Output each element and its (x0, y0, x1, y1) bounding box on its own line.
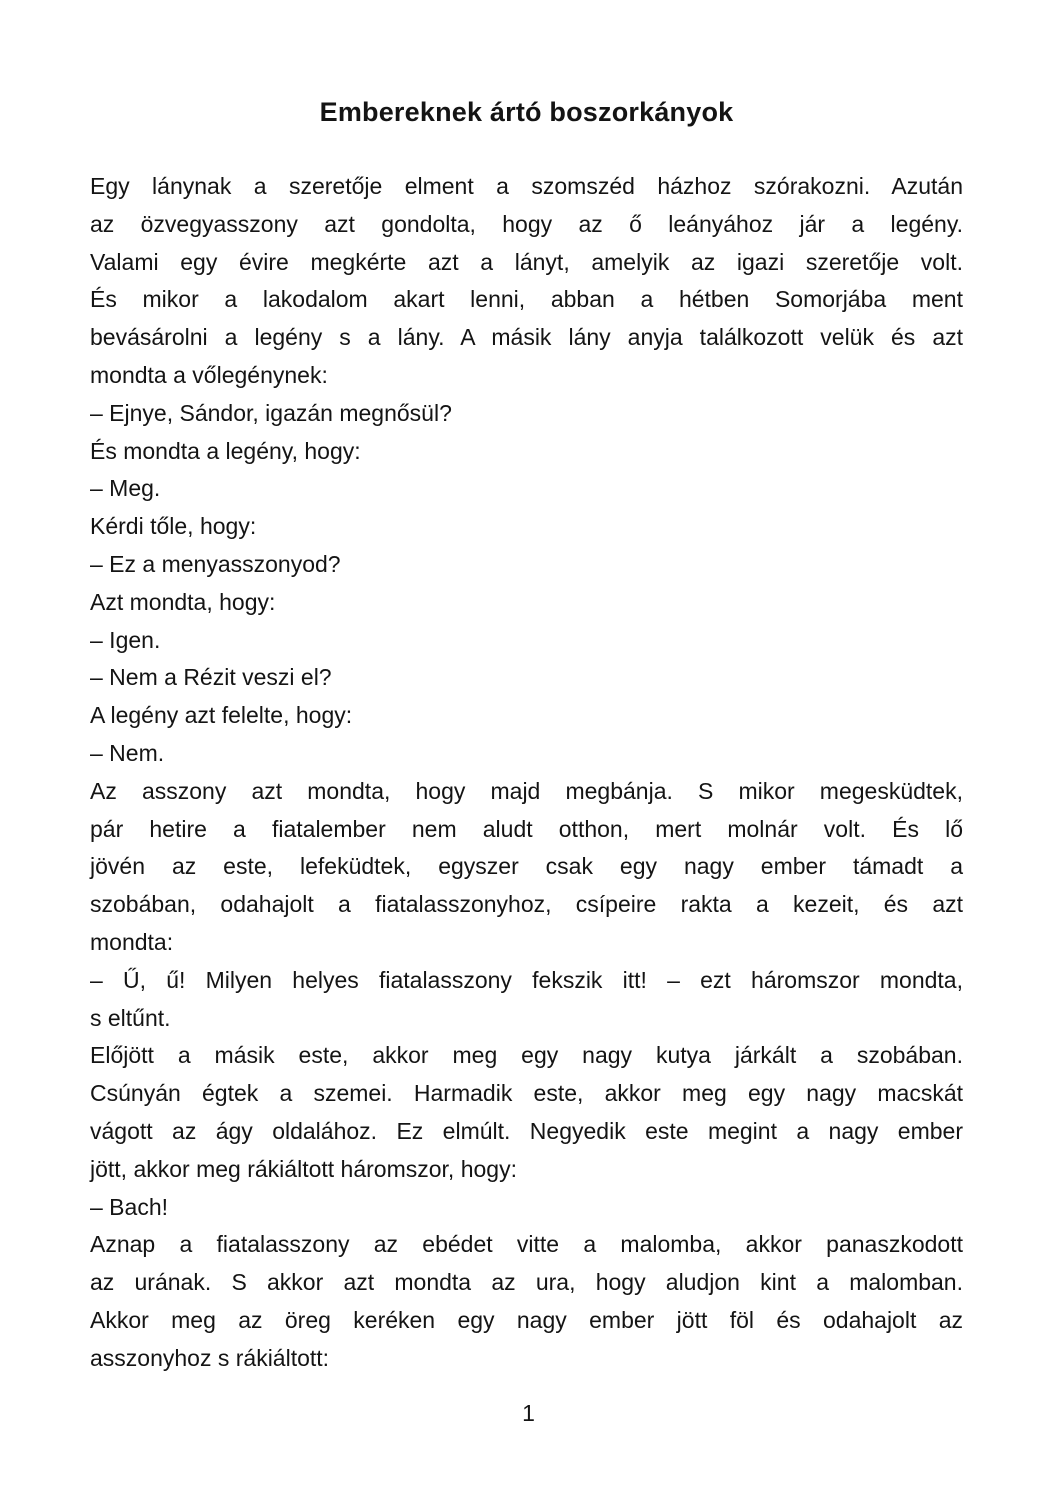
text-line: És mondta a legény, hogy: (90, 437, 361, 464)
text-line: És mikor a lakodalom akart lenni, abban a hétben Somorjába ment (90, 286, 963, 313)
text-line: bevásárolni a legény s a lány. A másik lány anyja találkozott velük és azt (90, 324, 963, 351)
text-line: – Meg. (90, 475, 161, 502)
text-line: jövén az este, lefeküdtek, egyszer csak egy nagy ember támadt a (90, 853, 963, 880)
page-title: Embereknek ártó boszorkányok (319, 97, 734, 127)
body-text (90, 168, 963, 1378)
text-line: – Ejnye, Sándor, igazán megnősül? (90, 399, 452, 426)
text-line: Az asszony azt mondta, hogy majd megbánja. S mikor megesküdtek, (90, 777, 963, 804)
text-line: jött, akkor meg rákiáltott háromszor, hogy: (90, 1155, 517, 1182)
text-line: Akkor meg az öreg keréken egy nagy ember jött föl és odahajolt az (90, 1306, 963, 1333)
text-line: – Bach! (90, 1193, 168, 1220)
text-line: Kérdi tőle, hogy: (90, 513, 257, 540)
text-line: Egy lánynak a szeretője elment a szomszéd házhoz szórakozni. Azután (90, 173, 963, 199)
text-line: pár hetire a fiatalember nem aludt otthon, mert molnár volt. És lő (90, 815, 963, 842)
text-line: szobában, odahajolt a fiatalasszonyhoz, csípeire rakta a kezeit, és azt (90, 891, 963, 918)
text-line: asszonyhoz s rákiáltott: (90, 1344, 330, 1371)
text-column (90, 92, 963, 1378)
text-line: az özvegyasszony azt gondolta, hogy az ő leányához jár a legény. (90, 210, 963, 237)
text-line: mondta a vőlegénynek: (90, 361, 328, 388)
page-number: 1 (522, 1400, 535, 1426)
text-line: vágott az ágy oldalához. Ez elmúlt. Negyedik este megint a nagy ember (90, 1117, 963, 1144)
text-line: s eltűnt. (90, 1004, 171, 1031)
text-line: – Igen. (90, 626, 161, 653)
text-line: Aznap a fiatalasszony az ebédet vitte a malomba, akkor panaszkodott (90, 1231, 963, 1258)
text-line: mondta: (90, 928, 174, 955)
text-line: Azt mondta, hogy: (90, 588, 276, 615)
text-line: A legény azt felelte, hogy: (90, 702, 353, 729)
text-line: Csúnyán égtek a szemei. Harmadik este, akkor meg egy nagy macskát (90, 1080, 963, 1107)
text-line: – Ű, ű! Milyen helyes fiatalasszony fekszik itt! – ezt háromszor mondta, (90, 966, 963, 993)
text-line: – Nem. (90, 739, 165, 766)
text-line: – Ez a menyasszonyod? (90, 550, 341, 577)
text-line: az urának. S akkor azt mondta az ura, hogy aludjon kint a malomban. (90, 1269, 963, 1296)
text-line: Valami egy évire megkérte azt a lányt, amelyik az igazi szeretője volt. (90, 248, 963, 275)
text-line: – Nem a Rézit veszi el? (90, 664, 332, 691)
text-line: Előjött a másik este, akkor meg egy nagy kutya járkált a szobában. (90, 1042, 963, 1069)
